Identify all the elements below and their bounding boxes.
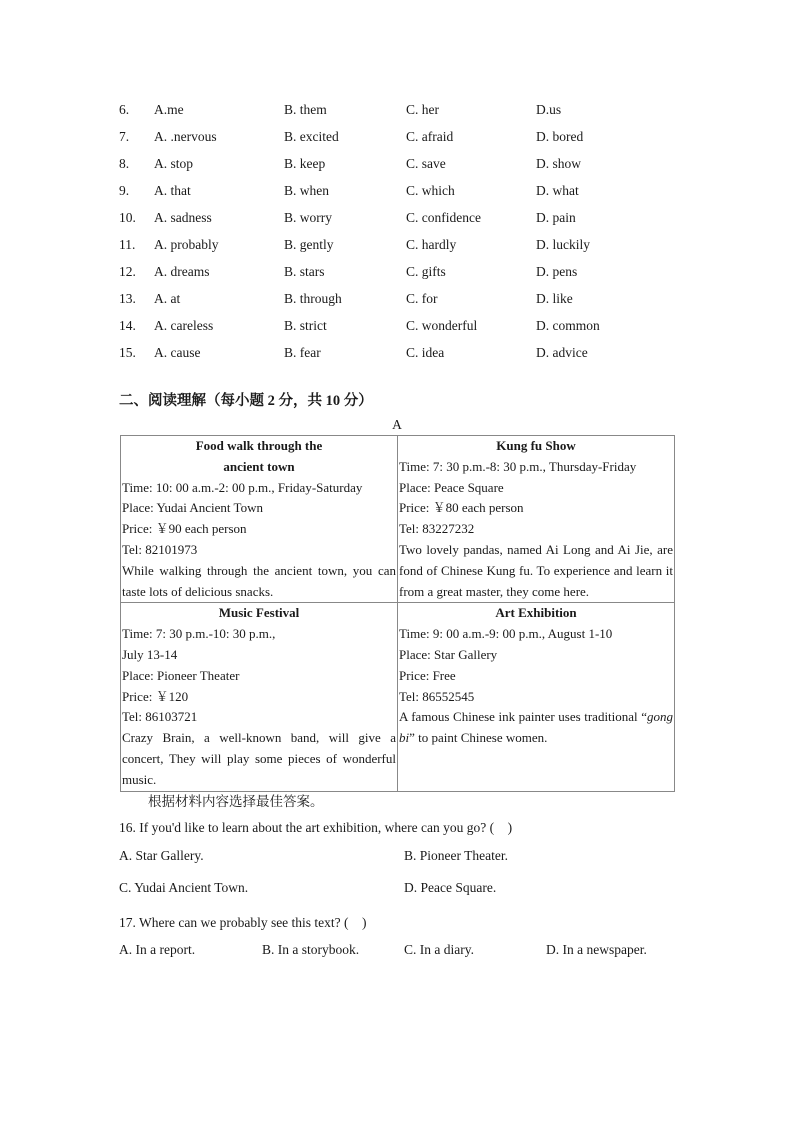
option-c: C. hardly bbox=[406, 237, 457, 252]
option-c: C. save bbox=[406, 156, 446, 171]
option-c: C. afraid bbox=[406, 129, 454, 144]
option-b: B. excited bbox=[284, 129, 339, 144]
choice-row bbox=[119, 102, 679, 122]
option-a: A. sadness bbox=[154, 210, 212, 225]
event-cell-art-exhibition bbox=[398, 603, 675, 791]
event-title: Music Festival bbox=[218, 605, 300, 621]
option-b: B. through bbox=[284, 291, 342, 306]
event-description: While walking through the ancient town, you can taste lots of delicious snacks. bbox=[122, 562, 396, 599]
question-number: 7. bbox=[119, 129, 130, 144]
option-b: B. stars bbox=[284, 264, 325, 279]
option-c: C. which bbox=[406, 183, 455, 198]
event-tel: Tel: 86552545 bbox=[399, 688, 475, 704]
event-tel: Tel: 86103721 bbox=[122, 709, 198, 725]
event-date: July 13-14 bbox=[122, 646, 178, 662]
choice-row bbox=[119, 183, 679, 203]
event-time: Time: 7: 30 p.m.-8: 30 p.m., Thursday-Friday bbox=[399, 458, 637, 474]
option-a: A. at bbox=[154, 291, 181, 306]
q16-option-a: A. Star Gallery. bbox=[119, 848, 204, 863]
option-d: D. common bbox=[536, 318, 600, 333]
event-description bbox=[399, 707, 673, 749]
q17-option-c: C. In a diary. bbox=[404, 942, 474, 957]
desc-text: A famous Chinese ink painter uses traditional “ bbox=[399, 709, 647, 725]
choice-row bbox=[119, 156, 679, 176]
choice-row bbox=[119, 318, 679, 338]
question-number: 6. bbox=[119, 102, 130, 117]
events-table bbox=[120, 435, 675, 792]
q16-option-d: D. Peace Square. bbox=[404, 880, 497, 895]
event-cell-music-festival bbox=[121, 603, 398, 791]
event-price: Price: ￥80 each person bbox=[399, 500, 524, 516]
event-place: Place: Yudai Ancient Town bbox=[122, 500, 263, 516]
question-16: 16. If you'd like to learn about the art exhibition, where can you go? ( ) bbox=[119, 820, 513, 835]
event-cell-food-walk bbox=[121, 436, 398, 603]
option-c: C. wonderful bbox=[406, 318, 478, 333]
event-title bbox=[122, 436, 396, 478]
event-title-line: ancient town bbox=[223, 458, 295, 474]
question-number: 13. bbox=[119, 291, 136, 306]
option-d: D. bored bbox=[536, 129, 584, 144]
option-a: A. stop bbox=[154, 156, 194, 171]
question-number: 15. bbox=[119, 345, 136, 360]
option-c: C. gifts bbox=[406, 264, 446, 279]
choice-row bbox=[119, 129, 679, 149]
event-place: Place: Pioneer Theater bbox=[122, 667, 240, 683]
option-a: A. that bbox=[154, 183, 191, 198]
choice-row bbox=[119, 210, 679, 230]
option-d: D.us bbox=[536, 102, 562, 117]
section-title: 二、阅读理解（每小题 2 分，共 10 分） bbox=[119, 393, 373, 409]
q16-option-c: C. Yudai Ancient Town. bbox=[119, 880, 249, 895]
event-description: Crazy Brain, a well-known band, will give a concert, They will play some pieces of wonderful music. bbox=[122, 730, 396, 787]
event-tel: Tel: 83227232 bbox=[399, 521, 475, 537]
event-cell-kung-fu-show bbox=[398, 436, 675, 603]
option-b: B. keep bbox=[284, 156, 326, 171]
question-number: 14. bbox=[119, 318, 136, 333]
choice-row bbox=[119, 264, 679, 284]
question-number: 11. bbox=[119, 237, 136, 252]
choice-row bbox=[119, 237, 679, 257]
option-d: D. pain bbox=[536, 210, 576, 225]
event-title-line: Food walk through the bbox=[195, 438, 323, 453]
option-d: D. luckily bbox=[536, 237, 590, 252]
option-b: B. gently bbox=[284, 237, 334, 252]
option-c: C. idea bbox=[406, 345, 445, 360]
event-description: Two lovely pandas, named Ai Long and Ai Jie, are fond of Chinese Kung fu. To experience and learn it from a great master, they come here. bbox=[399, 541, 673, 599]
option-c: C. her bbox=[406, 102, 439, 117]
question-number: 8. bbox=[119, 156, 130, 171]
event-price: Price: ￥90 each person bbox=[122, 521, 247, 537]
q16-option-b: B. Pioneer Theater. bbox=[404, 848, 508, 863]
event-price: Price: Free bbox=[399, 667, 456, 683]
passage-label: A bbox=[392, 417, 402, 432]
event-tel: Tel: 82101973 bbox=[122, 541, 198, 557]
event-place: Place: Peace Square bbox=[399, 479, 504, 495]
option-a: A. cause bbox=[154, 345, 201, 360]
option-a: A. probably bbox=[154, 237, 219, 252]
option-a: A. careless bbox=[154, 318, 214, 333]
question-17: 17. Where can we probably see this text? ( ) bbox=[119, 915, 367, 930]
option-b: B. when bbox=[284, 183, 329, 198]
choice-row bbox=[119, 291, 679, 311]
desc-italic-term: gong bi bbox=[399, 709, 673, 746]
question-number: 9. bbox=[119, 183, 130, 198]
question-number: 10. bbox=[119, 210, 136, 225]
question-number: 12. bbox=[119, 264, 136, 279]
option-b: B. them bbox=[284, 102, 327, 117]
event-price: Price: ￥120 bbox=[122, 688, 189, 704]
q17-option-a: A. In a report. bbox=[119, 942, 196, 957]
option-d: D. what bbox=[536, 183, 579, 198]
option-c: C. for bbox=[406, 291, 438, 306]
option-d: D. advice bbox=[536, 345, 588, 360]
q17-option-b: B. In a storybook. bbox=[262, 942, 360, 957]
option-c: C. confidence bbox=[406, 210, 481, 225]
option-a: A. .nervous bbox=[154, 129, 217, 144]
option-b: B. worry bbox=[284, 210, 332, 225]
option-d: D. like bbox=[536, 291, 573, 306]
q17-option-d: D. In a newspaper. bbox=[546, 942, 647, 957]
option-d: D. show bbox=[536, 156, 582, 171]
event-title: Kung fu Show bbox=[496, 438, 576, 453]
option-a: A. dreams bbox=[154, 264, 210, 279]
choice-row bbox=[119, 345, 679, 365]
option-d: D. pens bbox=[536, 264, 578, 279]
desc-text: ” to paint Chinese women. bbox=[409, 730, 548, 746]
event-time: Time: 7: 30 p.m.-10: 30 p.m., bbox=[122, 626, 276, 642]
option-b: B. strict bbox=[284, 318, 327, 333]
event-place: Place: Star Gallery bbox=[399, 646, 498, 662]
event-time: Time: 10: 00 a.m.-2: 00 p.m., Friday-Saturday bbox=[122, 479, 363, 495]
event-time: Time: 9: 00 a.m.-9: 00 p.m., August 1-10 bbox=[399, 626, 613, 642]
instruction-text: 根据材料内容选择最佳答案。 bbox=[148, 794, 324, 809]
option-b: B. fear bbox=[284, 345, 321, 360]
option-a: A.me bbox=[154, 102, 184, 117]
event-title: Art Exhibition bbox=[495, 605, 577, 621]
